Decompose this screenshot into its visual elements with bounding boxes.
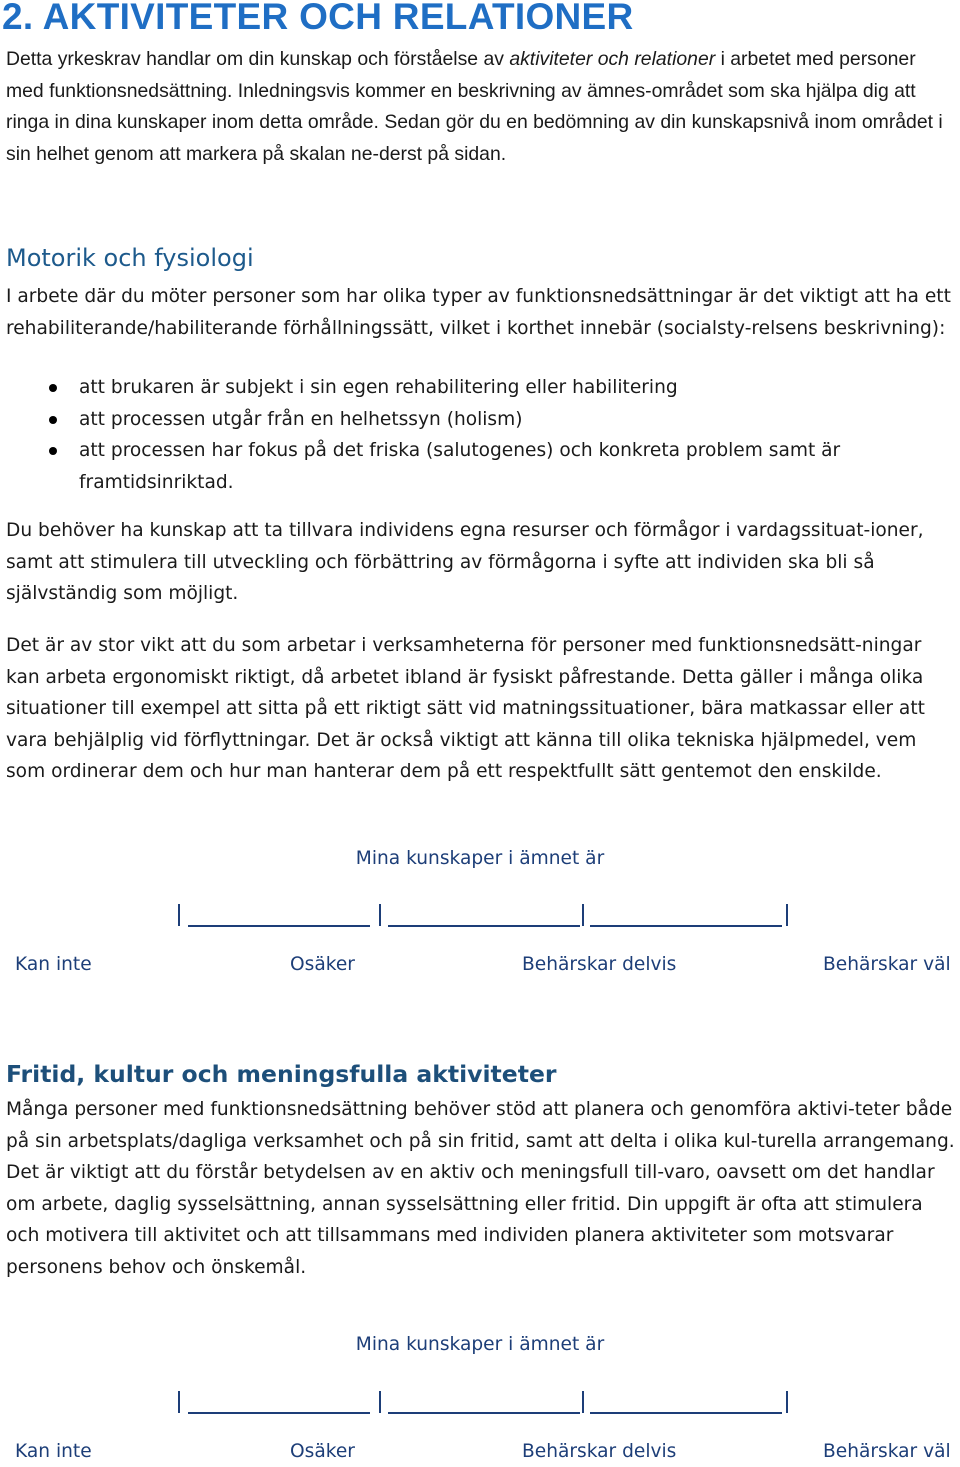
intro-text-after: i arbetet med personer med funktionsnedsättning. Inledningsvis kommer en beskrivning av ämnes-området som ska hjälpa dig att ringa in dina kunskaper inom detta område. Sedan gör du en bedömning av din kunskapsnivå inom området i sin helhet genom att markera på skalan ne-derst på sidan. (6, 48, 943, 165)
bullet-text: att processen har fokus på det friska (salutogenes) och konkreta problem samt är framtidsinriktad. (79, 440, 841, 493)
motorik-lead-paragraph: I arbete där du möter personer som har olika typer av funktionsnedsättningar är det viktigt att ha ett rehabiliterande/habiliterande förhållningssätt, vilket i korthet innebär (socialsty-relsens beskrivning): (6, 286, 951, 339)
scale-tick (178, 1391, 180, 1413)
knowledge-scale-heading: Mina kunskaper i ämnet är (355, 1334, 605, 1355)
intro-paragraph (6, 44, 954, 170)
scale-segment (188, 1412, 370, 1414)
scale-tick (379, 1391, 381, 1413)
motorik-paragraph-2: Du behöver ha kunskap att ta tillvara individens egna resurser och förmågor i vardagssituat-ioner, samt att stimulera till utveckling och förbättring av förmågorna i syfte att individen ska bli så självständig som möjligt. (6, 520, 924, 604)
bullet-item (6, 404, 956, 436)
bullet-dot-icon (49, 416, 57, 424)
intro-italic-text: aktiviteter och relationer (509, 48, 716, 70)
knowledge-scale-heading: Mina kunskaper i ämnet är (355, 848, 605, 869)
scale-segment (388, 1412, 580, 1414)
scale-tick (786, 904, 788, 926)
knowledge-scale-line[interactable] (178, 904, 790, 928)
intro-text-before: Detta yrkeskrav handlar om din kunskap och förståelse av (6, 48, 510, 70)
scale-label-behaerskar-val: Behärskar väl (823, 954, 951, 975)
bullet-item (6, 435, 956, 498)
fritid-paragraph: Många personer med funktionsnedsättning behöver stöd att planera och genomföra aktivi-teter både på sin arbetsplats/dagliga verksamhet och på sin fritid, samt att delta i olika kul-turella arrangemang. Det är viktigt att du förstår betydelsen av en aktiv och meningsfull till-varo, oavsett om det handlar om arbete, daglig sysselsättning, annan sysselsättning eller fritid. Din uppgift är ofta att stimulera och motivera till aktivitet och att tillsammans med individen planera aktiviteter som motsvarar personens behov och önskemål. (6, 1099, 955, 1278)
scale-label-kan-inte: Kan inte (15, 1441, 92, 1462)
scale-label-kan-inte: Kan inte (15, 954, 92, 975)
scale-tick (582, 904, 584, 926)
scale-tick (582, 1391, 584, 1413)
bullet-text: att processen utgår från en helhetssyn (holism) (79, 408, 523, 430)
scale-label-behaerskar-val: Behärskar väl (823, 1441, 951, 1462)
motorik-bullet-list (6, 372, 956, 498)
scale-tick (379, 904, 381, 926)
scale-label-osaker: Osäker (290, 954, 355, 975)
bullet-dot-icon (49, 384, 57, 392)
bullet-item (6, 372, 956, 404)
scale-segment (188, 925, 370, 927)
section-heading-motorik: Motorik och fysiologi (6, 244, 254, 272)
scale-label-behaerskar-delvis: Behärskar delvis (522, 1441, 677, 1462)
section-heading-fritid: Fritid, kultur och meningsfulla aktiviteter (6, 1060, 557, 1088)
scale-label-behaerskar-delvis: Behärskar delvis (522, 954, 677, 975)
scale-segment (388, 925, 580, 927)
knowledge-scale-line[interactable] (178, 1391, 790, 1415)
scale-segment (590, 925, 782, 927)
scale-tick (178, 904, 180, 926)
scale-segment (590, 1412, 782, 1414)
scale-tick (786, 1391, 788, 1413)
page-title: 2. AKTIVITETER OCH RELATIONER (2, 0, 634, 37)
motorik-paragraph-3: Det är av stor vikt att du som arbetar i verksamheterna för personer med funktionsnedsätt-ningar kan arbeta ergonomiskt riktigt, då arbetet ibland är fysiskt påfrestande. Detta gäller i många olika situationer till exempel att sitta på ett riktigt sätt vid matningssituationer, bära matkassar eller att vara behjälplig vid förflyttningar. Det är också viktigt att känna till olika tekniska hjälpmedel, vem som ordinerar dem och hur man hanterar dem på ett respektfullt sätt gentemot den enskilde. (6, 635, 925, 782)
bullet-text: att brukaren är subjekt i sin egen rehabilitering eller habilitering (79, 377, 678, 398)
bullet-dot-icon (49, 447, 57, 455)
scale-label-osaker: Osäker (290, 1441, 355, 1462)
